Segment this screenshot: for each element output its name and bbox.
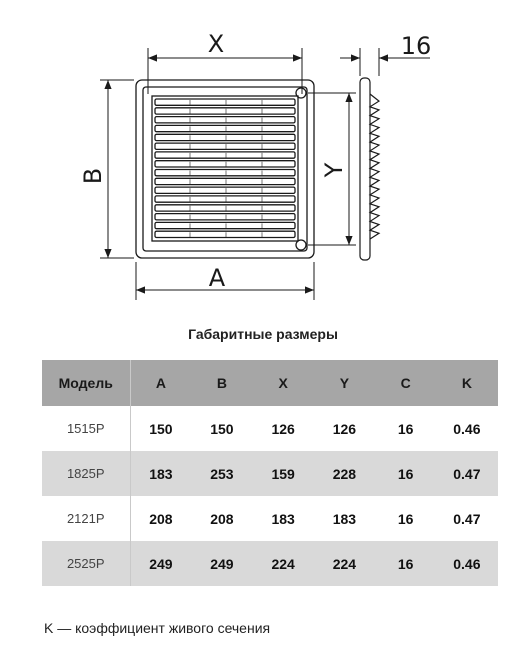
dimension-label-a: A — [208, 264, 226, 292]
grille-technical-drawing — [0, 0, 526, 310]
side-view — [360, 78, 379, 260]
cell-model: 1825P — [42, 451, 130, 496]
louver-slat — [155, 125, 295, 131]
cell-b: 249 — [191, 541, 252, 586]
cell-k: 0.47 — [436, 451, 497, 496]
cell-y: 183 — [332, 510, 357, 527]
screw-hole-top — [296, 88, 306, 98]
cell-x: 126 — [271, 420, 295, 437]
cell-b: 208 — [210, 510, 234, 527]
louver-slat — [155, 134, 295, 140]
cell-k: 0.47 — [453, 510, 481, 527]
louver-slat — [155, 196, 295, 202]
cell-model: 2525P — [42, 541, 130, 586]
table-row — [42, 496, 498, 541]
header-model: Модель — [42, 360, 130, 406]
cell-c: 16 — [397, 420, 414, 437]
cell-a: 249 — [130, 541, 191, 586]
cell-x: 224 — [253, 541, 314, 586]
louver-slat — [155, 222, 295, 228]
cell-a: 150 — [149, 420, 173, 437]
screw-hole-bottom — [296, 240, 306, 250]
cell-b: 150 — [210, 420, 234, 437]
cell-y: 126 — [332, 420, 357, 437]
louver-slat — [155, 117, 295, 123]
dimensions-table — [42, 360, 498, 586]
louver-slat — [155, 108, 295, 114]
cell-a: 183 — [130, 451, 191, 496]
table-row — [42, 541, 498, 586]
cell-y: 224 — [314, 541, 375, 586]
cell-c: 16 — [375, 541, 436, 586]
front-view — [136, 80, 314, 258]
louver-slat — [155, 231, 295, 237]
louver-slat — [155, 178, 295, 184]
louver-slat — [155, 187, 295, 193]
cell-b: 253 — [191, 451, 252, 496]
header-x: X — [253, 360, 314, 406]
cell-x: 159 — [253, 451, 314, 496]
louver-slat — [155, 205, 295, 211]
side-frame — [360, 78, 370, 260]
table-header-row — [42, 360, 498, 406]
dimension-label-depth: 16 — [400, 32, 432, 60]
header-k: K — [436, 360, 497, 406]
grille-opening — [152, 96, 298, 241]
dimension-label-y: Y — [320, 162, 348, 178]
louver-slats — [155, 99, 295, 238]
dimension-label-b: B — [79, 167, 107, 185]
cell-k: 0.46 — [453, 420, 481, 437]
cell-c: 16 — [375, 451, 436, 496]
louver-slat — [155, 214, 295, 220]
table-row — [42, 406, 498, 451]
side-louver-profile — [370, 94, 379, 239]
header-b: B — [191, 360, 252, 406]
louver-slat — [155, 170, 295, 176]
table-caption: Габаритные размеры — [188, 326, 338, 342]
footnote-k: K — коэффициент живого сечения — [44, 620, 271, 636]
cell-a: 208 — [149, 510, 173, 527]
louver-slat — [155, 143, 295, 149]
cell-c: 16 — [397, 510, 414, 527]
dimension-label-x: X — [207, 30, 225, 58]
header-y: Y — [314, 360, 375, 406]
header-c: C — [375, 360, 436, 406]
table-row — [42, 451, 498, 496]
cell-y: 228 — [314, 451, 375, 496]
cell-model: 1515P — [42, 406, 130, 451]
louver-slat — [155, 161, 295, 167]
louver-slat — [155, 152, 295, 158]
louver-slat — [155, 99, 295, 105]
cell-x: 183 — [271, 510, 295, 527]
cell-model: 2121P — [42, 496, 130, 541]
header-a: A — [130, 360, 191, 406]
cell-k: 0.46 — [436, 541, 497, 586]
